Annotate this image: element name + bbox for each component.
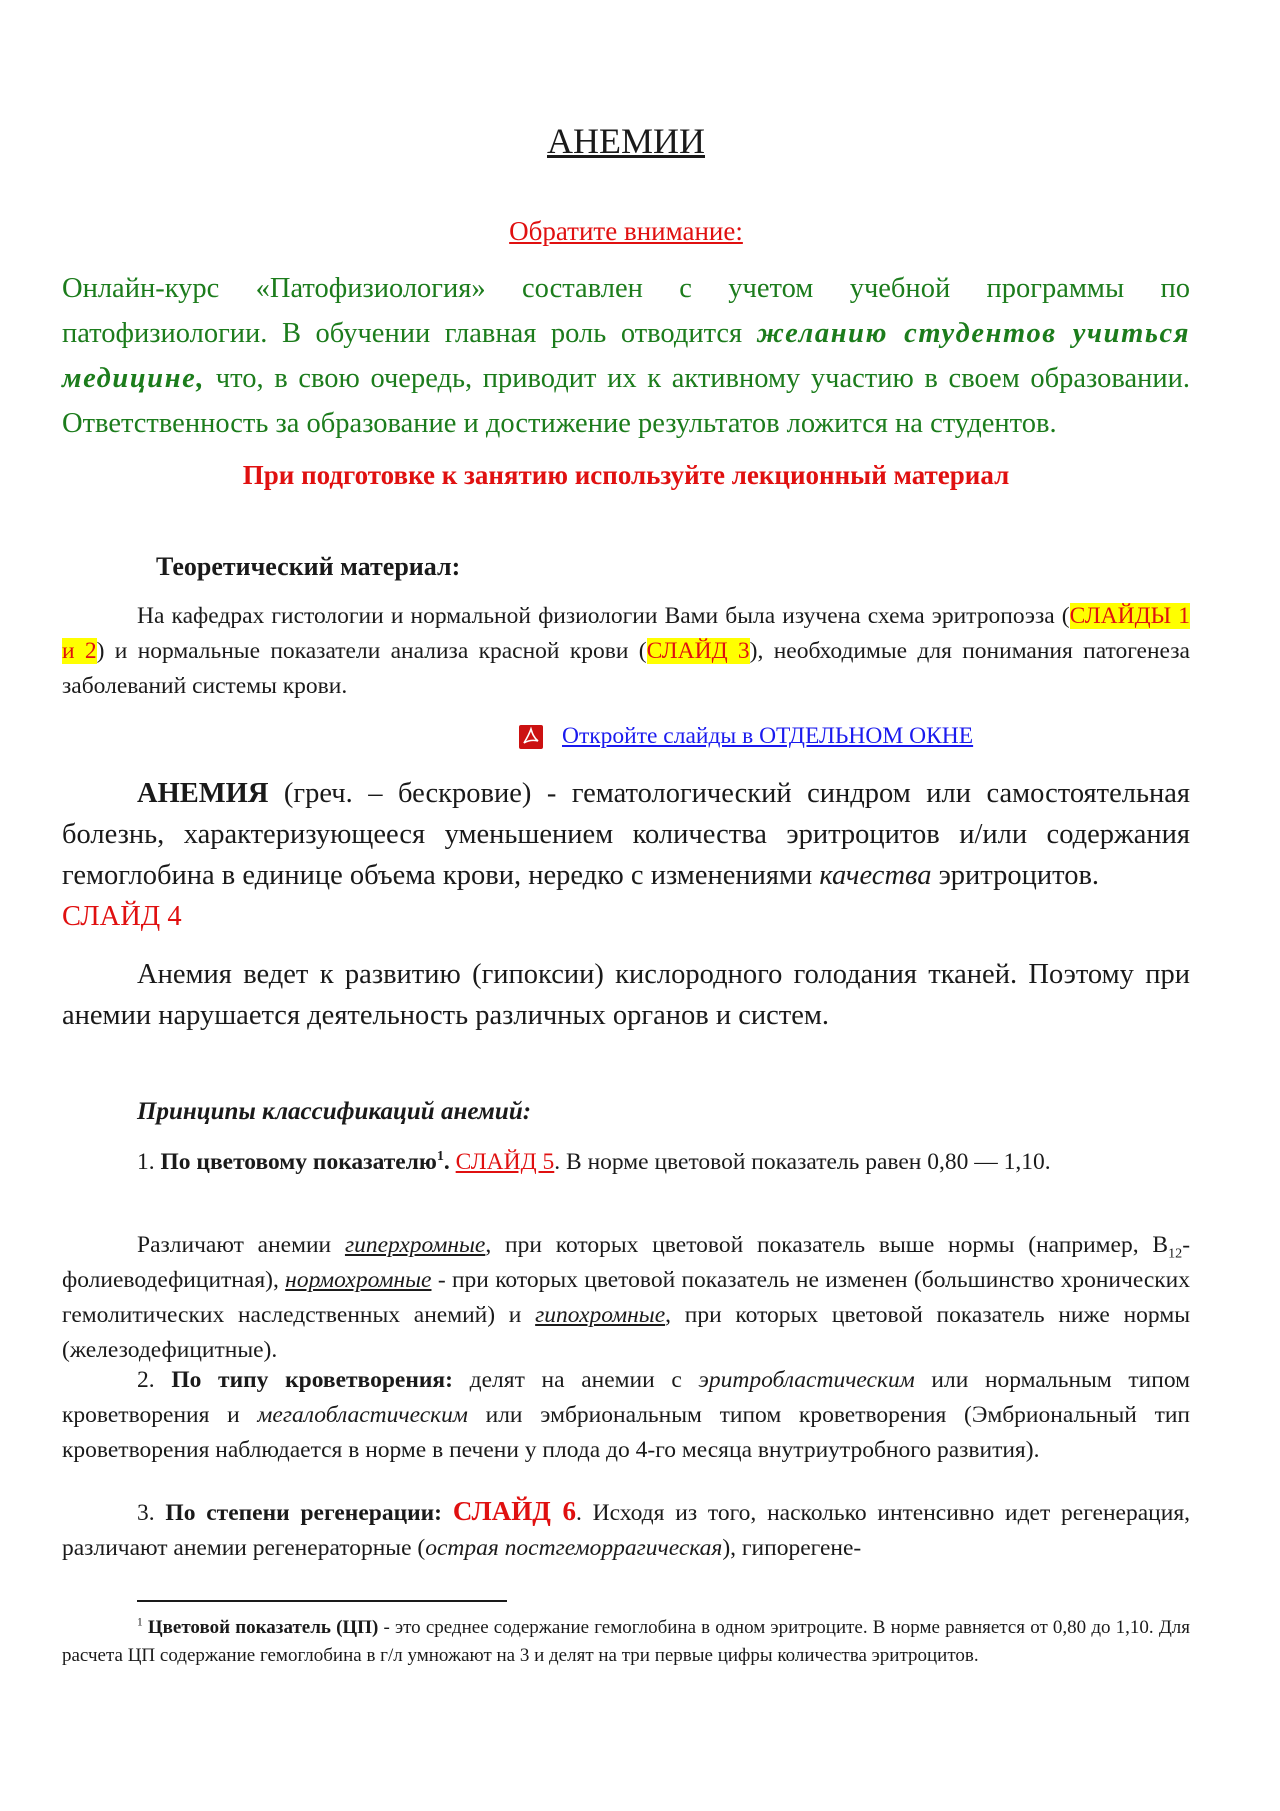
paragraph-hypoxia: Анемия ведет к развитию (гипоксии) кислородного голодания тканей. Поэтому при анемии нарушается деятельность различных органов и систем. — [62, 959, 1190, 1031]
paragraph-color-index — [62, 1145, 1190, 1180]
paragraph-erythropoiesis — [62, 599, 1190, 704]
theory-heading: Теоретический материал: — [156, 552, 461, 581]
attention-note: Обратите внимание: — [509, 216, 743, 246]
acute-term: острая постгеморрагическая — [425, 1535, 723, 1561]
normochromic-term: нормохромные — [285, 1267, 432, 1293]
p4-num: 1. — [137, 1149, 161, 1175]
paragraph-chromia-types — [62, 1228, 1190, 1368]
paragraph-regeneration — [62, 1494, 1190, 1566]
p7-num: 3. — [137, 1500, 166, 1526]
p4-rest: . В норме цветовой показатель равен 0,80 — 1,10. — [554, 1149, 1051, 1175]
slide-6-ref: СЛАЙД 6 — [452, 1496, 576, 1526]
p6-text-b: или нормальным типом кроветворения и — [62, 1367, 1190, 1428]
footnote-ref: 1 — [436, 1148, 444, 1165]
footnote-bold: Цветовой показатель (ЦП) — [147, 1617, 379, 1638]
footnote-text: - это среднее содержание гемоглобина в одном эритроците. В норме равняется от 0,80 до 1,10. Для расчета ЦП содержание гемоглобина в г/л умножают на 3 и делят на три первые цифры количества эритроцитов. — [62, 1617, 1191, 1666]
p2-text-b: эритроцитов. — [931, 860, 1100, 891]
prep-notice: При подготовке к занятию используйте лекционный материал — [242, 460, 1010, 490]
slide-3-ref: СЛАЙД 3 — [646, 638, 750, 664]
p1-text-c: ), необходимые для понимания патогенеза заболеваний системы крови. — [62, 638, 1190, 699]
quality-word: качества — [819, 860, 932, 891]
page-title: АНЕМИИ — [547, 121, 705, 161]
megaloblastic-term: мегалобластическим — [257, 1402, 468, 1428]
intro-text-2: что, в свою очередь, приводит их к активному участию в своем образовании. Ответственность за образование и достижение результатов ложится на студентов. — [62, 363, 1190, 439]
p6-bold: По типу кроветворения: — [171, 1367, 453, 1393]
intro-text-1: Онлайн-курс «Патофизиология» составлен с учетом учебной программы по патофизиологии. В обучении главная роль отводится — [62, 273, 1190, 349]
slide-5-ref: СЛАЙД 5 — [455, 1149, 555, 1175]
p6-num: 2. — [137, 1367, 172, 1393]
pdf-icon[interactable] — [518, 724, 544, 750]
open-slides-row[interactable] — [518, 723, 973, 750]
footnote-divider — [137, 1600, 507, 1602]
footnote — [62, 1614, 1190, 1670]
intro-emphasis: желанию студентов учиться медицине, — [62, 318, 1190, 394]
p6-text-c: или эмбриональным типом кроветворения (Эмбриональный тип кроветворения наблюдается в норме в печени у плода до 4-го месяца внутриутробного развития). — [62, 1402, 1190, 1463]
p7-text-b: ), гипорегене- — [722, 1535, 862, 1561]
slides-1-2-ref: СЛАЙДЫ 1 и 2 — [62, 603, 1190, 664]
intro-paragraph — [62, 266, 1190, 446]
b12-subscript: 12 — [1168, 1245, 1183, 1262]
p5-text-c: -фолиеводефицитная), — [62, 1232, 1191, 1293]
paragraph-hematopoiesis-type — [62, 1363, 1190, 1468]
p5-text-b: , при которых цветовой показатель выше нормы (например, В — [485, 1232, 1169, 1258]
p1-text-a: На кафедрах гистологии и нормальной физиологии Вами была изучена схема эритропоэза ( — [137, 603, 1070, 629]
principles-heading: Принципы классификаций анемий: — [137, 1098, 532, 1125]
p5-text-e: , при которых цветовой показатель ниже нормы (железодефицитные). — [62, 1302, 1190, 1363]
paragraph-anemia-definition — [62, 773, 1190, 937]
p7-bold: По степени регенерации: — [165, 1500, 443, 1526]
open-slides-link[interactable]: Откройте слайды в ОТДЕЛЬНОМ ОКНЕ — [562, 723, 974, 749]
p5-text-d: - при которых цветовой показатель не изменен (большинство хронических гемолитических наследственных анемий) и — [62, 1267, 1191, 1328]
erythroblastic-term: эритробластическим — [698, 1367, 915, 1393]
hyperchromic-term: гиперхромные — [344, 1232, 486, 1258]
p5-text-a: Различают анемии — [137, 1232, 345, 1258]
footnote-mark: 1 — [137, 1616, 143, 1629]
hypochromic-term: гипохромные — [535, 1302, 666, 1328]
slide-4-ref: СЛАЙД 4 — [62, 901, 182, 932]
p4-bold: По цветовому показателю — [160, 1149, 437, 1175]
p2-text-a: (греч. – бескровие) - гематологический синдром или самостоятельная болезнь, характеризующееся уменьшением количества эритроцитов и/или содержания гемоглобина в единице объема крови, нередко с изменениями — [62, 778, 1190, 891]
anemia-term: АНЕМИЯ — [137, 778, 269, 809]
p1-text-b: ) и нормальные показатели анализа красной крови ( — [96, 638, 647, 664]
p4-dot: . — [443, 1149, 450, 1175]
p7-text-a: . Исходя из того, насколько интенсивно идет регенерация, различают анемии регенераторные ( — [62, 1500, 1191, 1561]
p6-text-a: делят на анемии с — [452, 1367, 699, 1393]
